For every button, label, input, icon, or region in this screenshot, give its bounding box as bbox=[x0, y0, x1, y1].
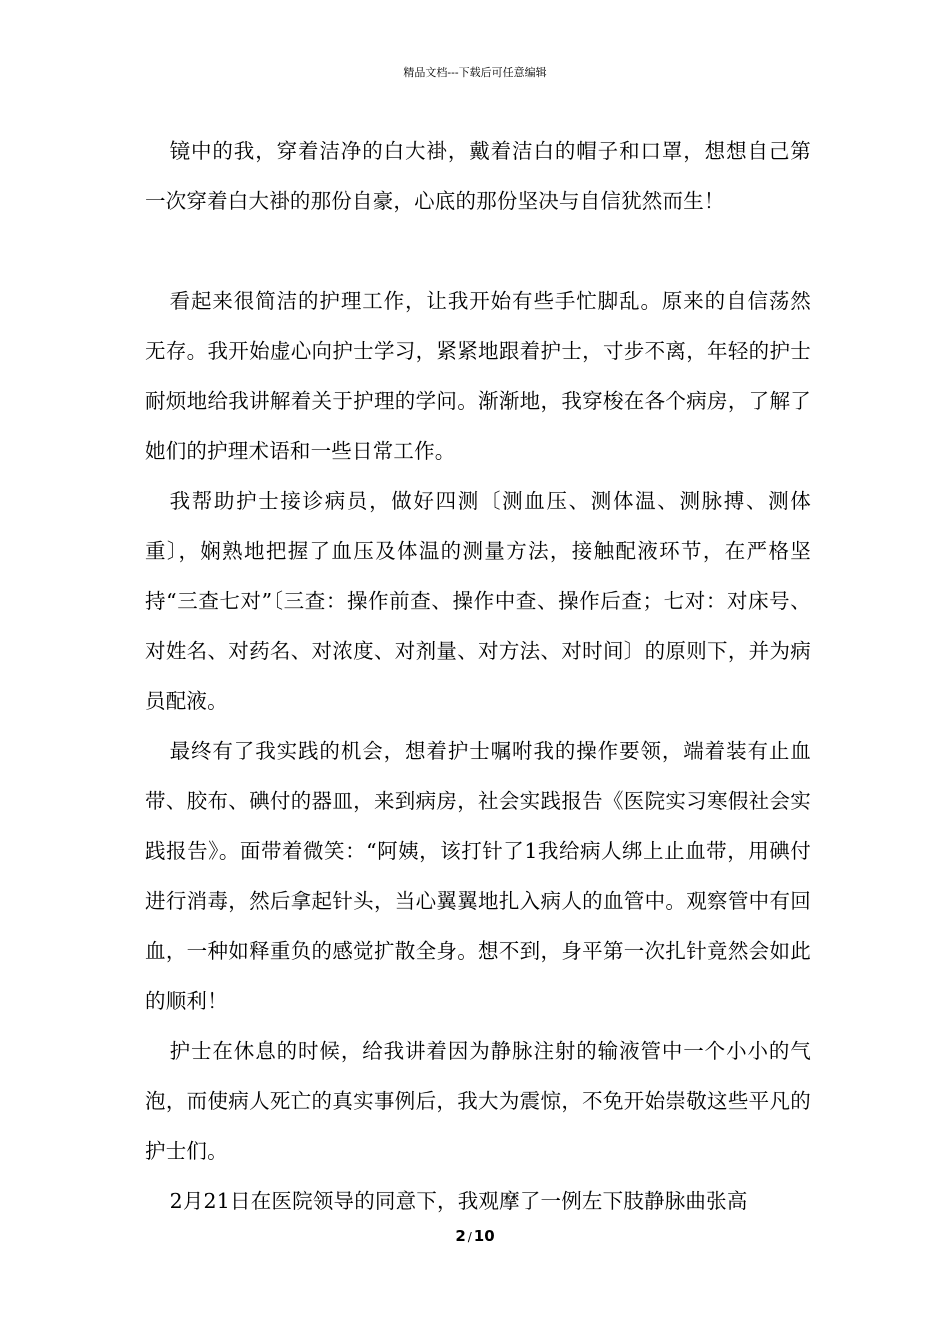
page-separator: / bbox=[467, 1230, 472, 1244]
total-pages: 10 bbox=[473, 1227, 495, 1245]
paragraph-1: 镜中的我，穿着洁净的白大褂，戴着洁白的帽子和口罩，想想自己第一次穿着白大褂的那份自豪，心底的那份坚决与自信犹然而生！ bbox=[145, 139, 811, 213]
current-page-number: 2 bbox=[455, 1227, 466, 1245]
paragraph-5: 护士在休息的时候，给我讲着因为静脉注射的输液管中一个小小的气泡，而使病人死亡的真实事例后，我大为震惊，不免开始崇敬这些平凡的护士们。 bbox=[145, 1039, 811, 1163]
paragraph-6: 2月21日在医院领导的同意下，我观摩了一例左下肢静脉曲张高 bbox=[169, 1189, 748, 1213]
document-body bbox=[145, 126, 811, 1226]
paragraph-3: 我帮助护士接诊病员，做好四测〔测血压、测体温、测脉搏、测体重〕，娴熟地把握了血压及体温的测量方法，接触配液环节，在严格坚持“三查七对”〔三查：操作前查、操作中查、操作后查；七对：对床号、对姓名、对药名、对浓度、对剂量、对方法、对时间〕的原则下，并为病员配液。 bbox=[145, 489, 811, 713]
paragraph-2: 看起来很简洁的护理工作，让我开始有些手忙脚乱。原来的自信荡然无存。我开始虚心向护士学习，紧紧地跟着护士，寸步不离，年轻的护士耐烦地给我讲解着关于护理的学问。渐渐地，我穿梭在各个病房，了解了她们的护理术语和一些日常工作。 bbox=[145, 289, 811, 463]
page-header: 精品文档---下载后可任意编辑 bbox=[403, 66, 547, 79]
paragraph-4: 最终有了我实践的机会，想着护士嘱咐我的操作要领，端着装有止血带、胶布、碘付的器皿，来到病房，社会实践报告《医院实习寒假社会实践报告》。面带着微笑：“阿姨，该打针了1我给病人绑上止血带，用碘付进行消毒，然后拿起针头，当心翼翼地扎入病人的血管中。观察管中有回血，一种如释重负的感觉扩散全身。想不到，身平第一次扎针竟然会如此的顺利！ bbox=[145, 739, 811, 1013]
page-number bbox=[0, 1227, 950, 1246]
